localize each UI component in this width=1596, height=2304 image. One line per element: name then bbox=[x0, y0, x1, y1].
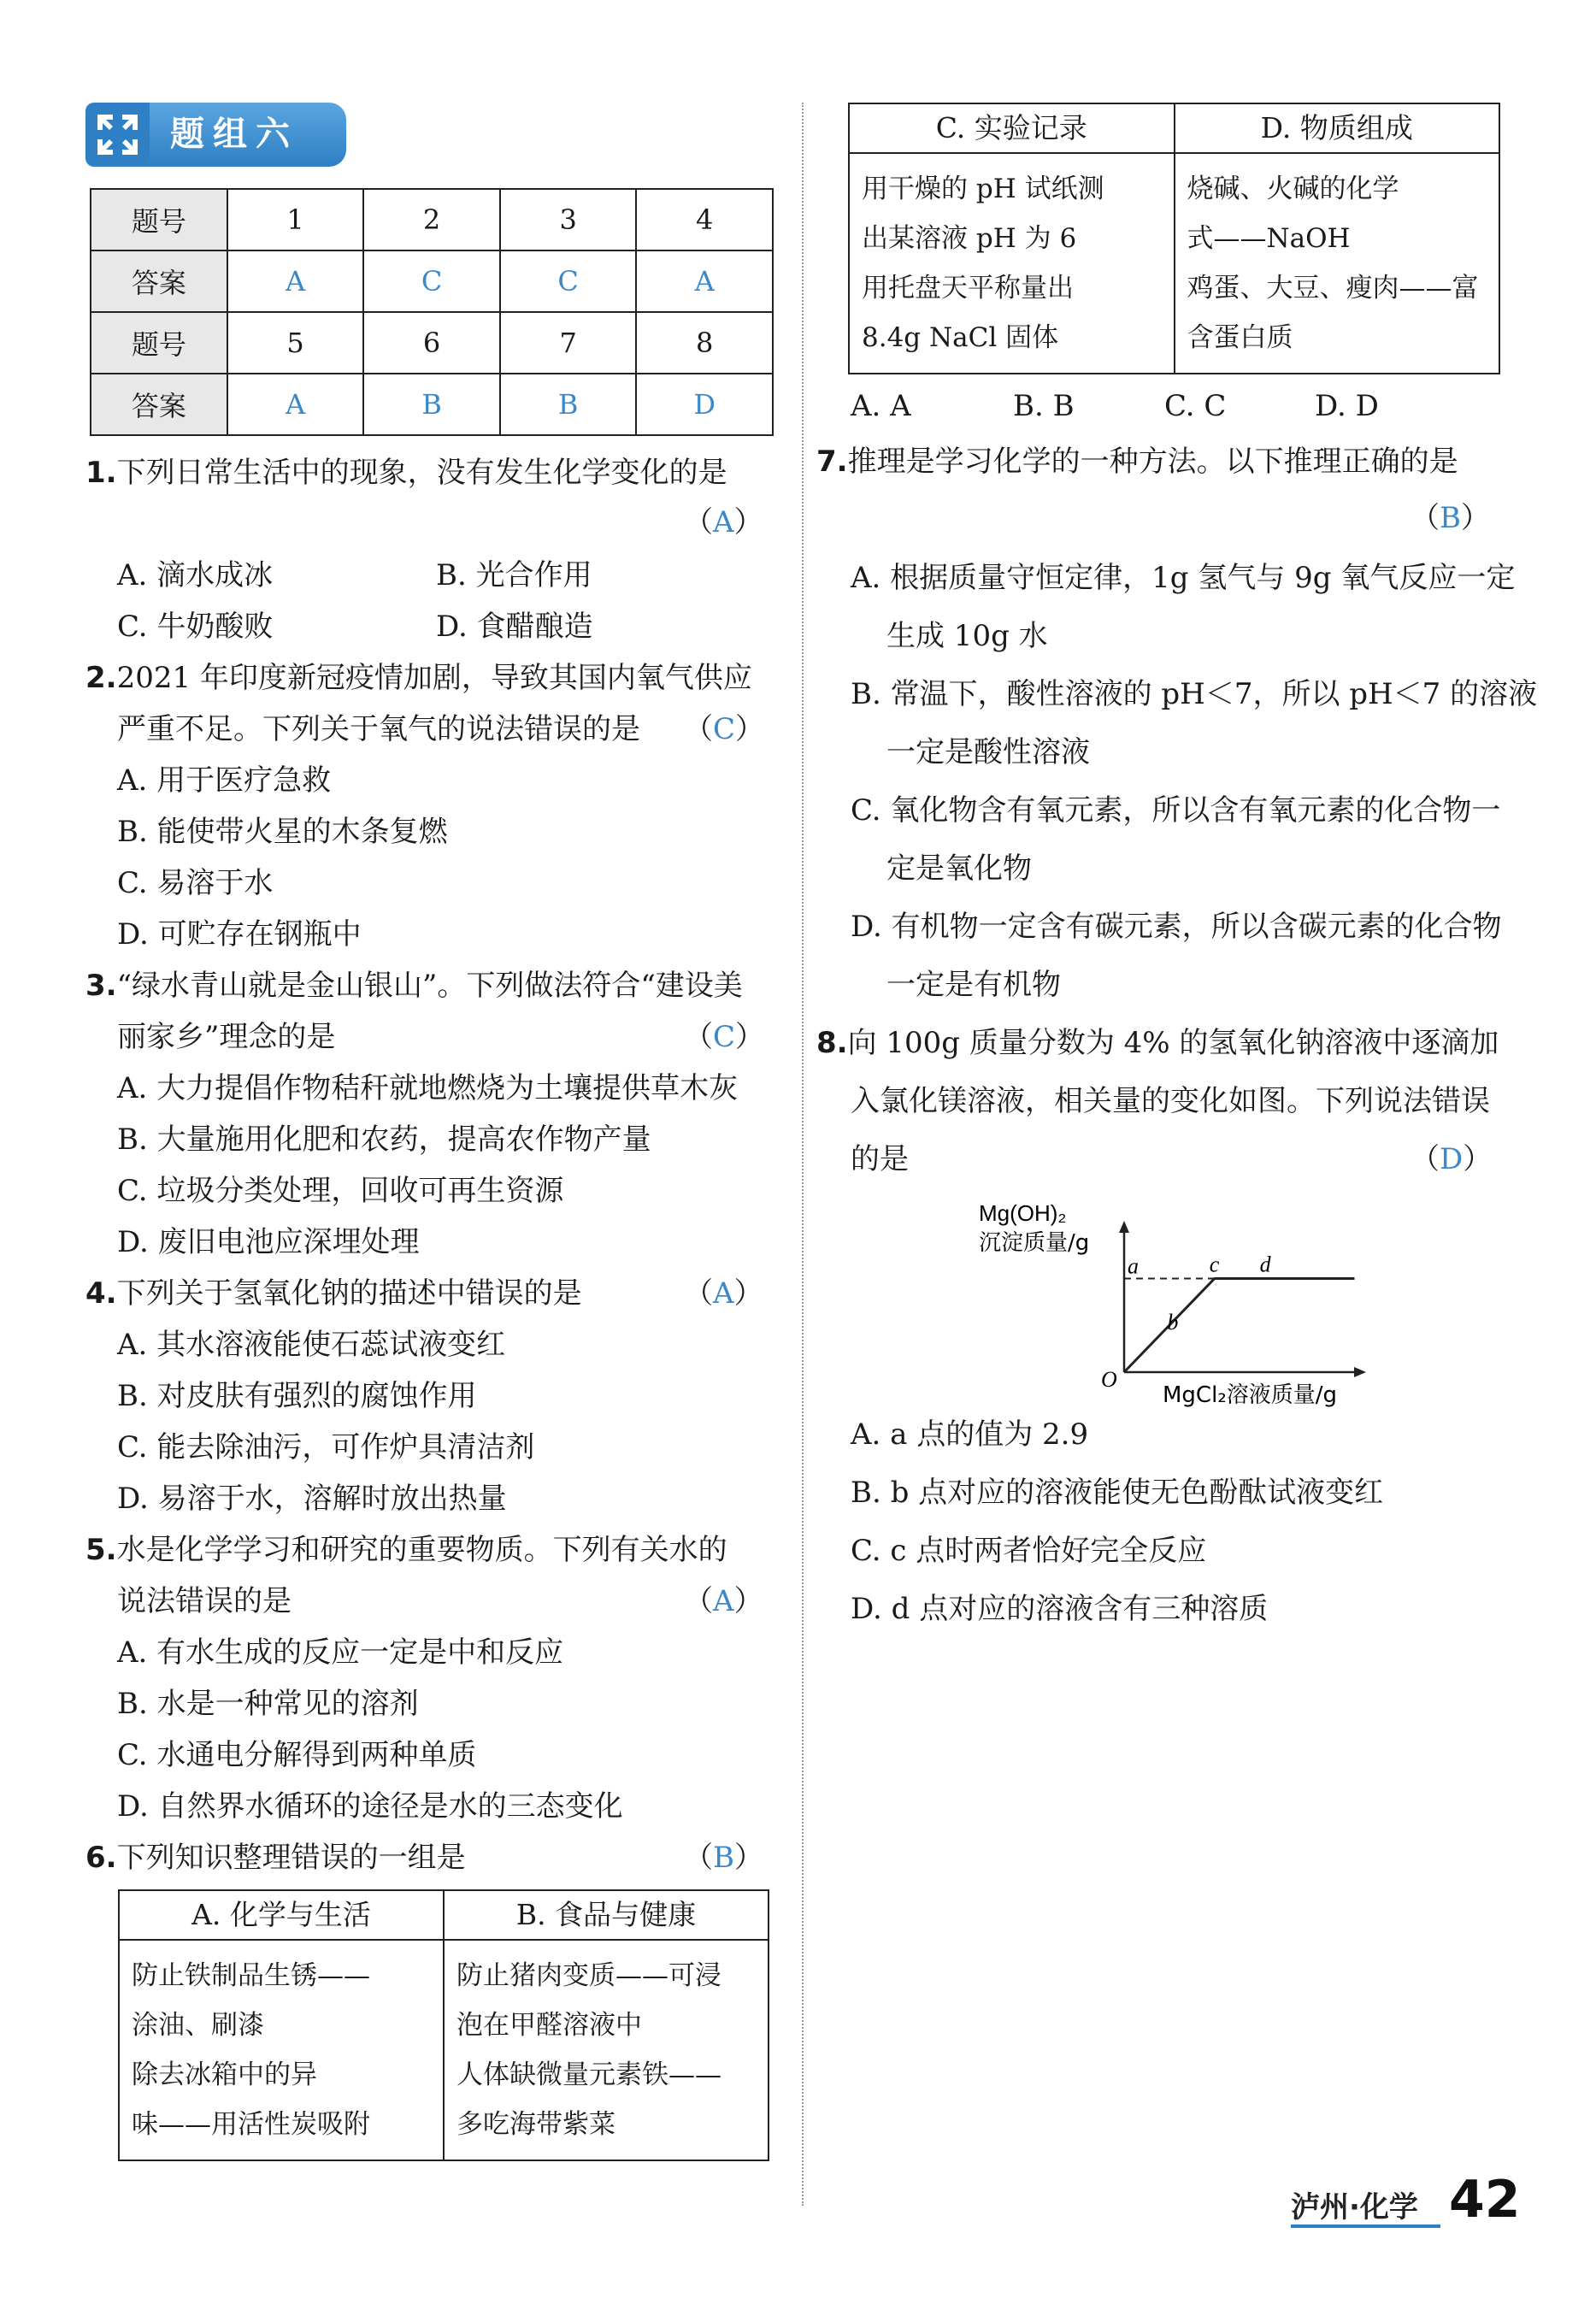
x-axis-label: MgCl₂溶液质量/g bbox=[1163, 1382, 1338, 1408]
question-2-stem: 2.2021 年印度新冠疫情加剧，导致其国内氧气供应 bbox=[85, 661, 752, 695]
answer-bracket: （D） bbox=[1410, 1142, 1493, 1176]
option: D. 有机物一定含有碳元素，所以含碳元素的化合物 bbox=[851, 910, 1502, 944]
option-cont: 一定是有机物 bbox=[886, 968, 1061, 1002]
table-cell: 烧碱、火碱的化学 式——NaOH 鸡蛋、大豆、瘦肉——富 含蛋白质 bbox=[1175, 153, 1500, 374]
option: C. 能去除油污，可作炉具清洁剂 bbox=[117, 1430, 535, 1464]
option: B. 光合作用 bbox=[436, 558, 592, 592]
question-7-stem: 7.推理是学习化学的一种方法。以下推理正确的是 bbox=[816, 445, 1458, 479]
answer-table bbox=[90, 188, 774, 436]
table-cell: C bbox=[363, 250, 500, 312]
option: C. c 点时两者恰好完全反应 bbox=[851, 1534, 1207, 1568]
question-8-stem-cont: 入氯化镁溶液，相关量的变化如图。下列说法错误 bbox=[851, 1084, 1490, 1118]
table-cell: 8 bbox=[636, 312, 773, 374]
option: C. C bbox=[1164, 389, 1227, 423]
option: C. 垃圾分类处理，回收可再生资源 bbox=[117, 1174, 564, 1208]
question-6-stem: 6.下列知识整理错误的一组是 bbox=[85, 1841, 466, 1875]
table-row bbox=[91, 374, 773, 435]
table-cell: 7 bbox=[500, 312, 637, 374]
knowledge-table-ab bbox=[118, 1889, 769, 2161]
option: D. 可贮存在钢瓶中 bbox=[117, 917, 362, 952]
option: A. 用于医疗急救 bbox=[117, 763, 332, 798]
table-header: D. 物质组成 bbox=[1175, 103, 1500, 153]
option: B. 对皮肤有强烈的腐蚀作用 bbox=[117, 1379, 477, 1413]
question-2-stem-cont: 严重不足。下列关于氧气的说法错误的是 bbox=[117, 712, 640, 746]
option: A. 大力提倡作物秸秆就地燃烧为土壤提供草木灰 bbox=[117, 1071, 739, 1105]
table-cell: 6 bbox=[363, 312, 500, 374]
row-label: 题号 bbox=[91, 312, 227, 374]
option: C. 牛奶酸败 bbox=[117, 610, 274, 644]
question-8-stem-cont: 的是 bbox=[851, 1142, 909, 1176]
table-cell: A bbox=[227, 250, 364, 312]
point-label-a: a bbox=[1128, 1253, 1139, 1279]
option: A. 其水溶液能使石蕊试液变红 bbox=[117, 1328, 506, 1362]
table-header: B. 食品与健康 bbox=[444, 1890, 769, 1940]
answer-bracket: （C） bbox=[684, 712, 765, 746]
answer-bracket: （A） bbox=[684, 1584, 763, 1618]
point-label-c: c bbox=[1209, 1252, 1220, 1277]
section-title: 题组六 bbox=[150, 103, 346, 167]
table-cell: C bbox=[500, 250, 637, 312]
option: C. 水通电分解得到两种单质 bbox=[117, 1738, 477, 1772]
option: D. d 点对应的溶液含有三种溶质 bbox=[851, 1592, 1269, 1626]
table-cell: A bbox=[636, 250, 773, 312]
table-cell: A bbox=[227, 374, 364, 435]
option: A. A bbox=[851, 389, 911, 423]
table-row bbox=[91, 312, 773, 374]
option: B. 大量施用化肥和农药，提高农作物产量 bbox=[117, 1123, 651, 1157]
point-label-b: b bbox=[1167, 1309, 1179, 1335]
section-header bbox=[85, 103, 346, 167]
option: A. 根据质量守恒定律，1g 氢气与 9g 氧气反应一定 bbox=[851, 561, 1516, 595]
series-line bbox=[1124, 1278, 1355, 1372]
y-axis-label: 沉淀质量/g bbox=[979, 1230, 1090, 1256]
row-label: 答案 bbox=[91, 250, 227, 312]
table-cell: 防止猪肉变质——可浸 泡在甲醛溶液中 人体缺微量元素铁—— 多吃海带紫菜 bbox=[444, 1940, 769, 2160]
table-row bbox=[91, 189, 773, 250]
table-cell: D bbox=[636, 374, 773, 435]
row-label: 答案 bbox=[91, 374, 227, 435]
table-cell: 防止铁制品生锈—— 涂油、刷漆 除去冰箱中的异 味——用活性炭吸附 bbox=[119, 1940, 444, 2160]
question-5-stem-cont: 说法错误的是 bbox=[117, 1584, 292, 1618]
column-divider bbox=[802, 103, 804, 2206]
table-cell: 2 bbox=[363, 189, 500, 250]
option: D. 食醋酿造 bbox=[436, 610, 593, 644]
option: D. 废旧电池应深埋处理 bbox=[117, 1225, 420, 1259]
option-cont: 定是氧化物 bbox=[886, 851, 1032, 886]
table-header: C. 实验记录 bbox=[849, 103, 1175, 153]
option: B. B bbox=[1013, 389, 1075, 423]
question-3-stem-cont: 丽家乡”理念的是 bbox=[117, 1020, 336, 1054]
table-cell: 1 bbox=[227, 189, 364, 250]
option: C. 氧化物含有氧元素，所以含有氧元素的化合物一 bbox=[851, 793, 1501, 828]
option: B. 水是一种常见的溶剂 bbox=[117, 1687, 419, 1721]
option: D. 易溶于水，溶解时放出热量 bbox=[117, 1482, 507, 1516]
option: D. D bbox=[1315, 389, 1379, 423]
question-3-stem: 3.“绿水青山就是金山银山”。下列做法符合“建设美 bbox=[85, 969, 743, 1003]
question-5-stem: 5.水是化学学习和研究的重要物质。下列有关水的 bbox=[85, 1533, 727, 1567]
answer-bracket: （A） bbox=[684, 1276, 763, 1311]
option: A. a 点的值为 2.9 bbox=[851, 1417, 1089, 1452]
origin-label: O bbox=[1101, 1367, 1117, 1392]
table-cell: 5 bbox=[227, 312, 364, 374]
option-cont: 一定是酸性溶液 bbox=[886, 735, 1090, 769]
page-footer bbox=[1291, 2170, 1521, 2231]
footer-underline bbox=[1291, 2224, 1440, 2228]
knowledge-table-cd bbox=[848, 103, 1500, 374]
y-axis-label-formula: Mg(OH)₂ bbox=[979, 1200, 1067, 1226]
arrows-icon bbox=[85, 103, 150, 167]
option-cont: 生成 10g 水 bbox=[886, 619, 1048, 653]
page-number: 42 bbox=[1449, 2170, 1521, 2230]
answer-bracket: （C） bbox=[684, 1020, 765, 1054]
table-row bbox=[91, 250, 773, 312]
question-8-stem: 8.向 100g 质量分数为 4% 的氢氧化钠溶液中逐滴加 bbox=[816, 1026, 1499, 1060]
precipitation-chart bbox=[975, 1197, 1385, 1419]
option: D. 自然界水循环的途径是水的三态变化 bbox=[117, 1789, 623, 1824]
table-cell: B bbox=[363, 374, 500, 435]
question-4-stem: 4.下列关于氢氧化钠的描述中错误的是 bbox=[85, 1276, 582, 1311]
option: B. 常温下，酸性溶液的 pH＜7，所以 pH＜7 的溶液 bbox=[851, 677, 1538, 711]
footer-title: 泸州·化学 bbox=[1291, 2190, 1418, 2224]
x-axis-arrow bbox=[1354, 1367, 1366, 1377]
answer-bracket: （B） bbox=[1410, 501, 1490, 535]
answer-bracket: （B） bbox=[684, 1841, 763, 1875]
row-label: 题号 bbox=[91, 189, 227, 250]
point-label-d: d bbox=[1259, 1252, 1271, 1277]
answer-bracket: （A） bbox=[684, 505, 763, 539]
option: A. 有水生成的反应一定是中和反应 bbox=[117, 1635, 564, 1670]
option: B. 能使带火星的木条复燃 bbox=[117, 815, 448, 849]
table-cell: 4 bbox=[636, 189, 773, 250]
table-cell: 3 bbox=[500, 189, 637, 250]
option: A. 滴水成冰 bbox=[117, 558, 274, 592]
y-axis-arrow bbox=[1119, 1221, 1129, 1233]
option: B. b 点对应的溶液能使无色酚酞试液变红 bbox=[851, 1476, 1384, 1510]
table-cell: B bbox=[500, 374, 637, 435]
table-header: A. 化学与生活 bbox=[119, 1890, 444, 1940]
table-cell: 用干燥的 pH 试纸测 出某溶液 pH 为 6 用托盘天平称量出 8.4g NaCl 固体 bbox=[849, 153, 1175, 374]
option: C. 易溶于水 bbox=[117, 866, 274, 900]
question-1-stem: 1.下列日常生活中的现象，没有发生化学变化的是 bbox=[85, 456, 727, 490]
